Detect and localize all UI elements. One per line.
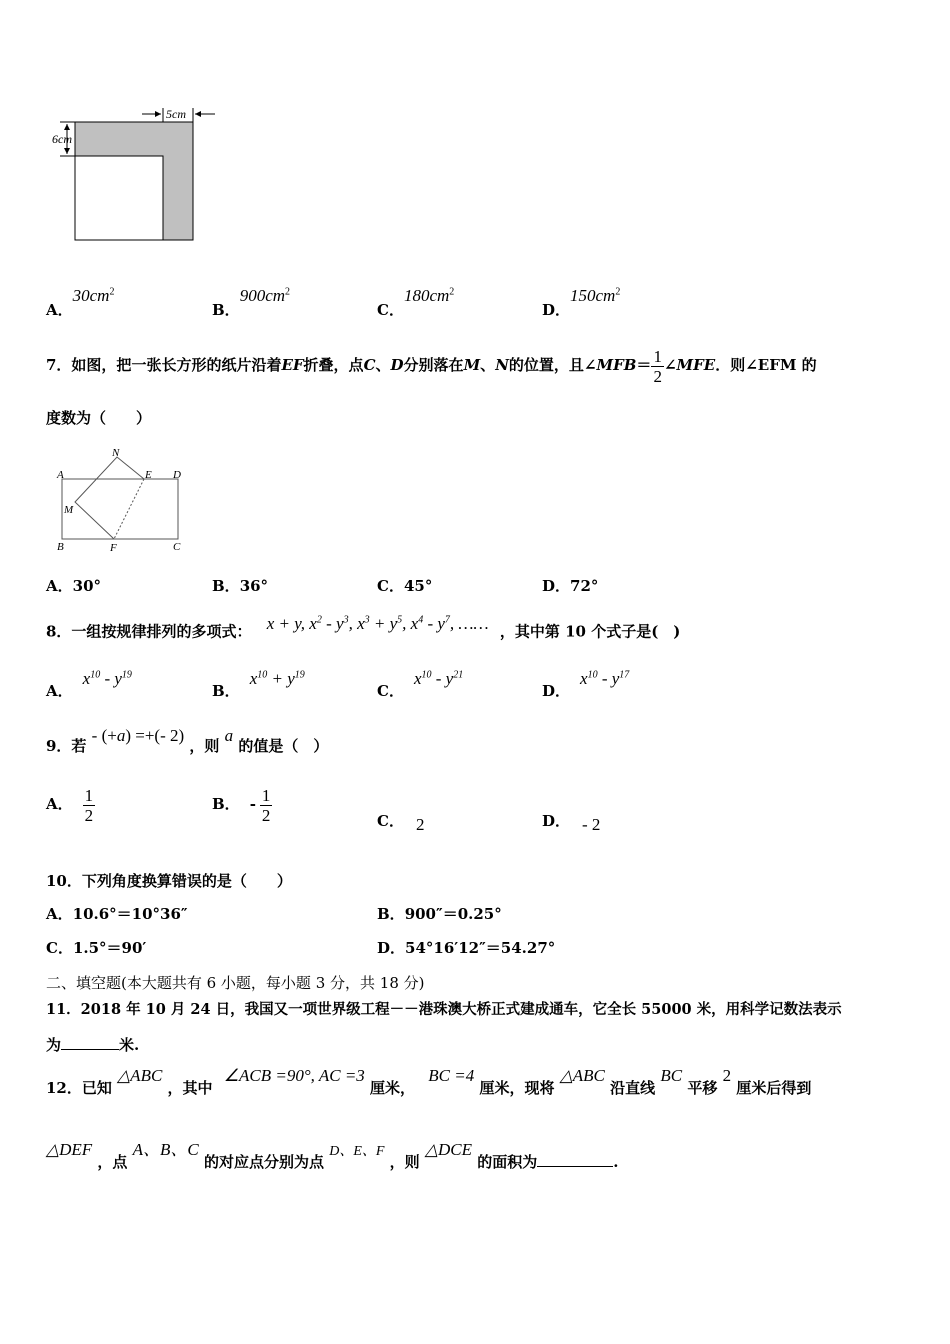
q6-option-a[interactable]: A．$30cm^2$ [46,286,115,319]
q10-option-a[interactable]: A．10.6°＝10°36″ [46,905,188,923]
q8-sequence: x + y, $x^2 - y^3$, $x^3 + y^5$, $x^4 - y^7$, …… [266,613,489,633]
q10-option-c[interactable]: C．1.5°＝90′ [46,939,147,957]
label-m: M [64,504,74,516]
q7-fraction: $\frac{1}{2}$ [653,346,662,386]
q9-option-d[interactable]: D． - 2 [542,812,601,834]
label-d: D [173,469,181,481]
q7-stem-line2: 度数为（ ） [46,409,152,427]
q11-line2: 为 米. [46,1036,140,1054]
q7-option-b[interactable]: B．36° [212,577,269,595]
q6-option-d[interactable]: D．$150cm^2$ [542,286,621,319]
label-b: B [57,541,64,553]
q11-answer-blank[interactable] [61,1049,119,1050]
q9-option-a[interactable]: A． $\frac{1}{2}$ [46,786,94,825]
q10-option-b[interactable]: B．900″＝0.25° [377,905,502,923]
folded-rectangle-figure [52,445,197,557]
inner-square [75,156,163,240]
label-a: A [57,469,64,481]
q7-option-c[interactable]: C．45° [377,577,433,595]
q11-line1: 11．2018 年 10 月 24 日，我国又一项世界级工程－－港珠澳大桥正式建成通车，它全长 55000 米，用科学记数法表示 [46,1001,842,1018]
label-n: N [112,447,120,459]
rectangle [62,479,178,539]
top-dimension-label: 5cm [166,107,186,121]
q9-option-b[interactable]: B． - $\frac{1}{2}$ [212,786,271,825]
square-figure [40,100,230,250]
label-c: C [173,541,181,553]
q12-line2: △DEF ，点 A、B、C 的对应点分别为点 D、E、F ，则 △DCE 的面积为 . [46,1140,619,1171]
q12-line1: 12．已知 △ABC ，其中 ∠ACB =90°, AC =3 厘米， BC =4 厘米，现将 △ABC 沿直线 BC 平移 2 厘米后得到 [46,1066,812,1097]
q10-stem: 10．下列角度换算错误的是（ ） [46,872,292,890]
q9-stem: 9．若 - (+a) =+(- 2) ，则 a 的值是（ ） [46,726,329,755]
q9-equation: - (+a) =+(- 2) [91,726,185,745]
q8-option-a[interactable]: A．$x^{10} - y^{19}$ [46,669,132,700]
q10-option-d[interactable]: D．54°16′12″＝54.27° [377,939,556,957]
q9-option-c[interactable]: C． 2 [377,812,425,834]
q8-stem: 8．一组按规律排列的多项式： x + y, $x^2 - y^3$, $x^3 + y^5$, $x^4 - y^7$, …… ，其中第 10 个式子是( ) [46,613,681,641]
side-dimension-label: 6cm [52,132,72,146]
q7-stem-line1: 7．如图，把一张长方形的纸片沿着EF折叠，点C、D分别落在M、N的位置，且∠MFB＝ $\frac{1}{2}$ ∠MFE．则∠EFM 的 [46,346,817,386]
section-heading: 二、填空题(本大题共有 6 小题，每小题 3 分，共 18 分) [46,974,425,992]
q6-option-c[interactable]: C．$180cm^2$ [377,286,455,319]
q7-option-d[interactable]: D．72° [542,577,599,595]
q7-option-a[interactable]: A．30° [46,577,102,595]
label-f: F [110,542,117,554]
folded-edge [75,457,144,539]
q6-option-b[interactable]: B．$900cm^2$ [212,286,291,319]
q8-option-b[interactable]: B．$x^{10} + y^{19}$ [212,669,305,700]
q8-option-c[interactable]: C．$x^{10} - y^{21}$ [377,669,464,700]
fold-line [114,479,144,539]
q8-option-d[interactable]: D．$x^{10} - y^{17}$ [542,669,630,700]
label-e: E [145,469,152,481]
q12-answer-blank[interactable] [537,1166,613,1167]
